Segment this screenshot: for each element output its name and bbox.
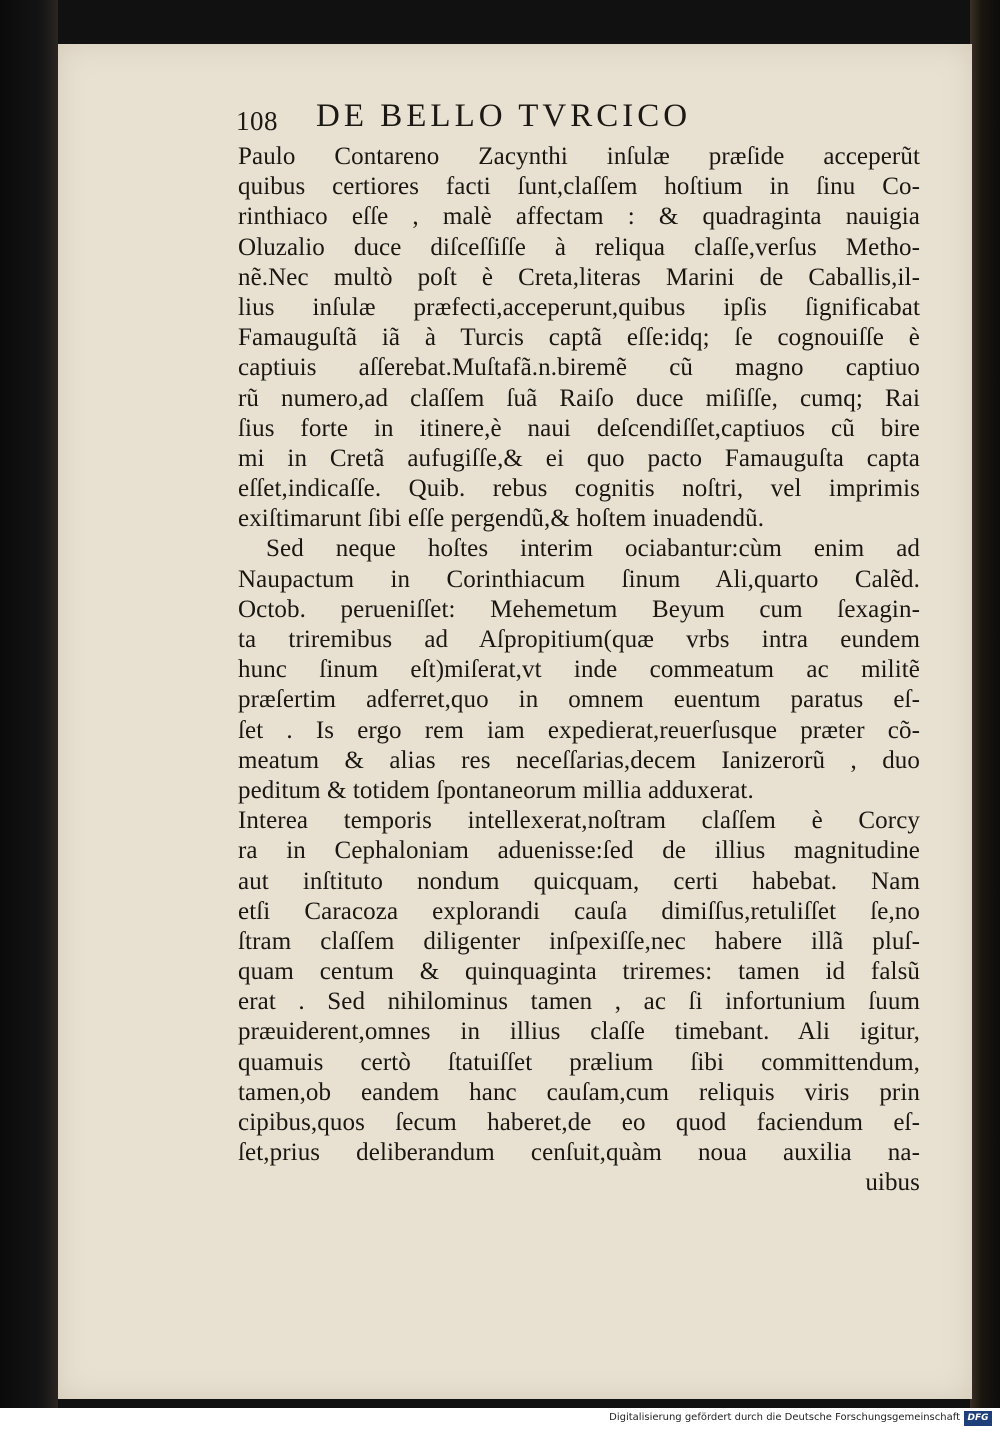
text-line: Paulo Contareno Zacynthi inſulæ præſide acceperũt bbox=[238, 143, 920, 170]
page-edge-right bbox=[970, 0, 1000, 1408]
text-line: Sed neque hoſtes interim ociabantur:cùm enim ad bbox=[266, 535, 920, 563]
text-line: ſet,prius deliberandum cenſuit,quàm noua auxilia na- bbox=[238, 1139, 920, 1167]
text-line: hunc ſinum eſt)miſerat,vt inde commeatum ac militẽ bbox=[238, 656, 920, 684]
text-line: Famauguſtã iã à Turcis captã eſſe:idq; ſe cognouiſſe è bbox=[238, 324, 920, 352]
text-line: peditum & totidem ſpontaneorum millia adduxerat. bbox=[238, 776, 754, 804]
text-line: ta triremibus ad Aſpropitium(quæ vrbs intra eundem bbox=[238, 626, 920, 653]
text-line: Naupactum in Corinthiacum ſinum Ali,quarto Calẽd. bbox=[238, 565, 920, 593]
text-line: ſius forte in itinere,è naui deſcendiſſet,captiuos cũ bire bbox=[238, 414, 920, 442]
text-line: cipibus,quos ſecum haberet,de eo quod faciendum eſ- bbox=[238, 1109, 920, 1136]
text-line: ſet . Is ergo rem iam expedierat,reuerſusque præter cõ- bbox=[238, 716, 920, 744]
text-line: lius inſulæ præfecti,acceperunt,quibus ipſis ſignificabat bbox=[238, 293, 920, 321]
text-line: Octob. perueniſſet: Mehemetum Beyum cum ſexagin- bbox=[238, 595, 920, 623]
text-line: exiſtimarunt ſibi eſſe pergendũ,& hoſtem inuadendũ. bbox=[238, 505, 765, 533]
text-line: quam centum & quinquaginta triremes: tamen id falsũ bbox=[238, 958, 920, 986]
text-line: rinthiaco eſſe , malè affectam : & quadraginta nauigia bbox=[238, 203, 920, 231]
text-line: nẽ.Nec multò poſt è Creta,literas Marini de Caballis,il- bbox=[238, 263, 920, 291]
text-line: eſſet,indicaſſe. Quib. rebus cognitis noſtri, vel imprimis bbox=[238, 475, 920, 503]
text-line: etſi Caracoza explorandi cauſa dimiſſus,retuliſſet ſe,no bbox=[238, 897, 920, 925]
text-line: Oluzalio duce diſceſſiſſe à reliqua claſſe,verſus Metho- bbox=[238, 233, 920, 261]
text-line: ra in Cephaloniam aduenisse:ſed de illius magnitudine bbox=[238, 837, 920, 865]
funding-credit: Digitalisierung gefördert durch die Deutsche Forschungsgemeinschaft bbox=[609, 1412, 960, 1423]
text-line: tamen,ob eandem hanc cauſam,cum reliquis viris prin bbox=[238, 1078, 920, 1106]
text-line: præuiderent,omnes in illius claſſe timebant. Ali igitur, bbox=[238, 1018, 920, 1046]
text-line: captiuis aſſerebat.Muſtafã.n.biremẽ cũ magno captiuo bbox=[238, 354, 920, 382]
text-line: aut inſtituto nondum quicquam, certi habebat. Nam bbox=[238, 867, 920, 895]
page-number: 108 bbox=[236, 106, 278, 136]
running-title: DE BELLO TVRCICO bbox=[316, 98, 692, 134]
text-line: Interea temporis intellexerat,noſtram claſſem è Corcy bbox=[238, 807, 920, 835]
text-line: præſertim adferret,quo in omnem euentum paratus eſ- bbox=[238, 686, 920, 714]
text-line: meatum & alias res neceſſarias,decem Ianizerorũ , duo bbox=[238, 746, 920, 774]
text-line: rũ numero,ad claſſem ſuã Raiſo duce miſiſſe, cumq; Rai bbox=[238, 384, 920, 412]
catchword: uibus bbox=[865, 1169, 920, 1197]
text-line: mi in Cretã aufugiſſe,& ei quo pacto Famauguſta capta bbox=[238, 444, 920, 472]
text-line: ſtram claſſem diligenter inſpexiſſe,nec habere illã pluſ- bbox=[238, 927, 920, 955]
text-block bbox=[238, 142, 920, 1199]
footer-bar bbox=[0, 1408, 1000, 1430]
text-line: erat . Sed nihilominus tamen , ac ſi infortunium ſuum bbox=[238, 988, 920, 1016]
text-line: quamuis certò ſtatuiſſet prælium ſibi committendum, bbox=[238, 1048, 920, 1076]
book-spine-shadow bbox=[0, 0, 58, 1408]
text-line: quibus certiores facti ſunt,claſſem hoſtium in ſinu Co- bbox=[238, 173, 920, 201]
dfg-logo: DFG bbox=[964, 1411, 992, 1426]
